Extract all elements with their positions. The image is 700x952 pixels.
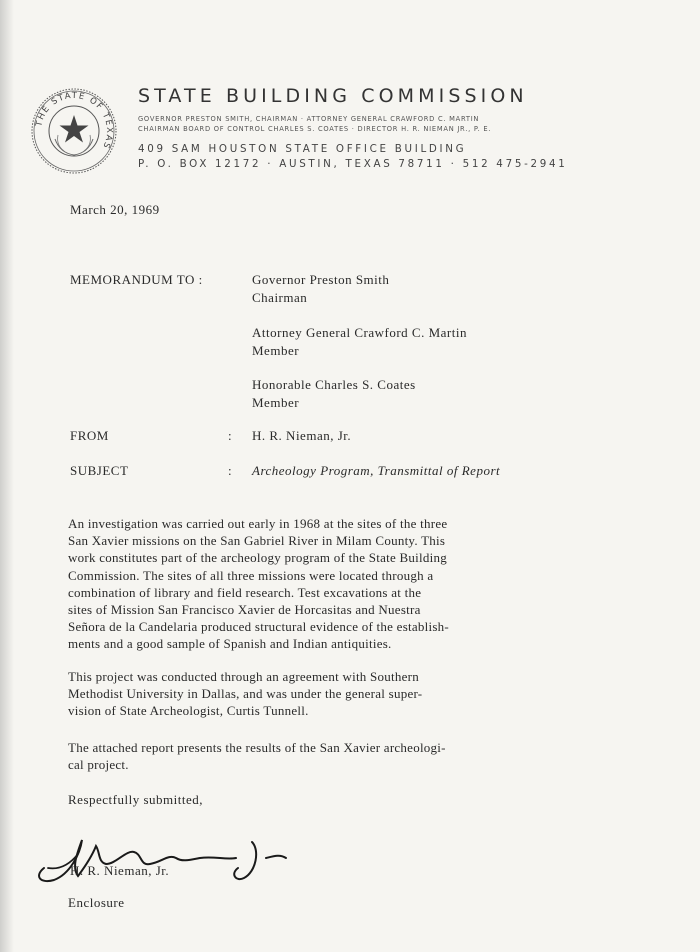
members-line-1: GOVERNOR PRESTON SMITH, CHAIRMAN · ATTORNEY GENERAL CRAWFORD C. MARTIN [138,115,480,123]
recipient-title: Member [252,395,300,410]
address-line-1: 409 SAM HOUSTON STATE OFFICE BUILDING [138,143,467,155]
texas-seal-logo [30,87,118,175]
members-line-2: CHAIRMAN BOARD OF CONTROL CHARLES S. COATES · DIRECTOR H. R. NIEMAN JR., P. E. [138,125,492,133]
closing-salutation: Respectfully submitted, [68,792,203,807]
memo-to-label: MEMORANDUM TO : [70,272,203,287]
enclosure-note: Enclosure [68,895,125,910]
from-label: FROM [70,428,109,443]
subject-value: Archeology Program, Transmittal of Report [252,463,501,478]
recipient-name: Honorable Charles S. Coates [252,377,416,392]
recipient-title: Member [252,343,300,358]
commission-title: STATE BUILDING COMMISSION [138,85,528,107]
signer-name: H. R. Nieman, Jr. [70,863,170,878]
from-colon: : [228,428,233,443]
body-paragraph: An investigation was carried out early in 1968 at the sites of the three San Xavier missions on the San Gabriel River in Milam County. This work constitutes part of the archeology program of the State Building Commission. The sites of all three missions were located through a combination of library and field research. Test excavations at the sites of Mission San Francisco Xavier de Horcasitas and Nuestra Señora de la Candelaria produced structural evidence of the establish- ments and a good sample of Spanish and Indian antiquities. [68,516,449,652]
subject-colon: : [228,463,233,478]
body-paragraph: The attached report presents the results of the San Xavier archeologi- cal project. [68,740,446,773]
handwritten-signature [30,828,295,888]
letterhead [138,85,638,170]
recipient-name: Governor Preston Smith [252,272,390,287]
from-value: H. R. Nieman, Jr. [252,428,352,443]
scan-shadow [0,0,14,952]
recipient-name: Attorney General Crawford C. Martin [252,325,467,340]
memo-date: March 20, 1969 [70,202,160,217]
body-paragraph: This project was conducted through an agreement with Southern Methodist University in Dallas, and was under the general super- vision of State Archeologist, Curtis Tunnell. [68,669,423,719]
svg-text:THE STATE OF TEXAS: THE STATE OF TEXAS [34,90,115,151]
recipient-title: Chairman [252,290,308,305]
address-line-2: P. O. BOX 12172 · AUSTIN, TEXAS 78711 · 512 475-2941 [138,158,568,170]
subject-label: SUBJECT [70,463,129,478]
